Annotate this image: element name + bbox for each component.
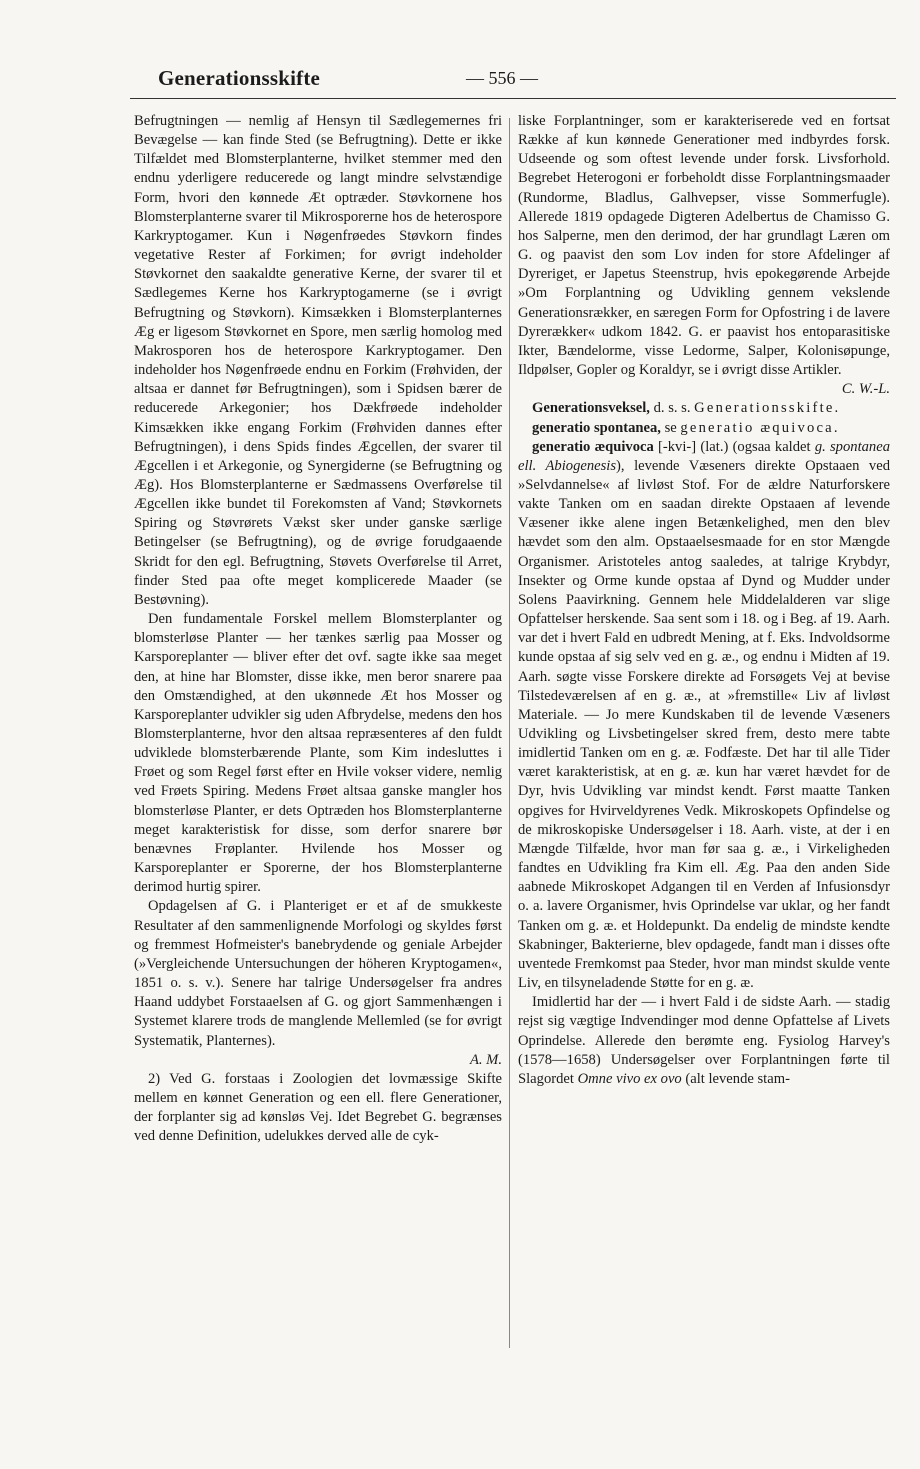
column-divider — [509, 118, 510, 1348]
left-paragraph-4: 2) Ved G. forstaas i Zoologien det lovmæssige Skifte mellem en kønnet Generation og een ell. flere Generationer, der forplanter sig ad kønsløs Vej. Idet Begrebet G. begrænses ved denne Definition, udelukkes derved alle de cyk- — [134, 1070, 502, 1145]
entry-headword: generatio spontanea, — [532, 419, 661, 436]
entry-generationsveksel — [518, 399, 890, 418]
entry-headword: generatio æquivoca — [532, 438, 654, 455]
right-column — [518, 112, 890, 1089]
page-title: Generationsskifte — [158, 66, 321, 90]
latin-motto: Omne vivo ex ovo — [577, 1070, 682, 1087]
cross-reference: Generationsskifte. — [694, 400, 841, 417]
cross-reference: generatio æquivoca. — [680, 419, 840, 436]
entry-italic-synonym: g. spontanea ell. Abiogenesis — [518, 438, 890, 474]
author-signature-am: A. M. — [469, 1051, 502, 1068]
entry-generatio-spontanea — [518, 419, 890, 438]
left-paragraph-1: Befrugtningen — nemlig af Hensyn til Sædlegemernes fri Bevægelse — kan finde Sted (se Befrugtning). Dette er ikke Tilfældet med Blomsterplanterne, hvilket stemmer med den endnu yderligere reducerede og langt mindre selvstændige Form, hvori den kønnede Æt optræder. Støvkornene hos Blomsterplanterne svarer til Mikrosporerne hos de heterospore Karkryptogamer. Kun i Nøgenfrøedes Støvkorn findes vegetative Rester af Forkimen; for øvrigt indeholder Støvkornet den saakaldte generative Kerne, der svarer til et Sædlegemes Kerne hos Karkryptogamerne (se i øvrigt Befrugtning og Støvkorn). Kimsækken i Blomsterplanternes Æg er ligesom Støvkornet en Spore, men særlig homolog med Makrosporen hos de heterospore Karkryptogamer. Den indeholder hos Nøgenfrøede endnu en Forkim (Frøhviden, der altsaa er dannet før Befrugtningen), som i Spidsen bærer de reducerede Arkegonier; hos Dækfrøede indeholder Kimsækken ikke engang Forkim (Frøhviden dannes efter Befrugtningen), i dens Spids findes Ægcellen, der svarer til Ægcellen i et Arkegonie, og Synergiderne (se Befrugtning og Æg). Hos Blomsterplanterne er Sædmassens Overførelse til Ægcellen ikke bundet til Forekomsten af Vand; Støvkornets Spiring og Støvrørets Vækst sker under ganske særlige Betingelser (se Befrugtning), og de øvrige forudgaaende Skridt for den egl. Befrugtning, Støvets Overførelse til Arret, finder Sted paa ofte meget komplicerede Maader (se Bestøvning). — [134, 113, 502, 608]
entry-text: [-kvi-] (lat.) (ogsaa kaldet — [653, 438, 815, 455]
entry-generatio-aequivoca — [518, 438, 890, 994]
entry-text: se — [660, 419, 681, 436]
right-paragraph-1: liske Forplantninger, som er karakteriserede ved en fortsat Række af kun kønnede Generationer med indbyrdes forsk. Udseende og som oftest levende under forsk. Livsforhold. Begrebet Heterogoni er forbeholdt disse Forplantningsmaader (Rundorme, Bladlus, Galhvepser, visse Sommerfugle). Allerede 1819 opdagede Digteren Adelbertus de Chamisso G. hos Salperne, men den derimod, der har grundlagt Læren om G. og paavist den som Lov inden for store Afdelinger af Dyreriget, er Japetus Steenstrup, hvis epokegørende Arbejde »Om Forplantning og Udvikling gennem vekslende Generationsrækker, en særegen Form for Opfostring i de lavere Dyrerækker« udkom 1842. G. er paavist hos entoparasitiske Ikter, Bændelorme, visse Ledorme, Salper, Kolonisøpunge, Ildpølser, Gopler og Koraldyr, se i øvrigt disse Artikler. — [518, 113, 890, 379]
left-column — [134, 112, 502, 1146]
paragraph-text-end: (alt levende stam- — [681, 1070, 790, 1087]
left-paragraph-2: Den fundamentale Forskel mellem Blomsterplanter og blomsterløse Planter — her tænkes særlig paa Mosser og Karsporeplanter — bliver efter det ovf. sagte ikke saa meget den, at hine har Blomster, disse ikke, men beror snarere paa den Omstændighed, at den ukønnede Æt hos Mosser og Karsporeplanter udvikler sig uden Afbrydelse, medens den hos Blomsterplanterne, hvor den altsaa repræsenteres af den fuldt udviklede blomsterbærende Plante, som Kim indesluttes i Frøet og som Regel først efter en Hvile vokser videre, nemlig ved Frøets Spiring. Medens Frøet altsaa ganske mangler hos blomsterløse Planter, er dets Optræden hos Blomsterplanterne meget karakteristisk for disse, som derfor snarere bør benævnes Frøplanter. Hvilende hos Mosser og Karsporeplanter er Sporerne, der hos Blomsterplanterne derimod hurtig spirer. — [134, 611, 502, 896]
left-paragraph-3: Opdagelsen af G. i Planteriget er et af de smukkeste Resultater af den sammenlignende Morfologi og skyldes først og fremmest Hofmeister's banebrydende og geniale Arbejder (»Vergleichende Untersuchungen der höheren Kryptogamen«, 1851 o. s. v.). Senere har talrige Undersøgelser fra andres Haand uddybet Forstaaelsen af G. og gjort Sammenhængen i Systemet klarere trods de manglende Mellemled (se for øvrigt Systematik, Planternes). — [134, 898, 502, 1049]
right-paragraph-2 — [518, 993, 890, 1089]
page-number: — 556 — — [466, 68, 538, 88]
author-signature-cwl: C. W.-L. — [841, 381, 890, 398]
page-header — [130, 62, 890, 98]
entry-text: d. s. s. — [649, 400, 695, 417]
paragraph-text: Imidlertid har der — i hvert Fald i de sidste Aarh. — stadig rejst sig vægtige Indvendinger mod denne Opfattelse af Livets Oprindelse. Allerede den berømte eng. Fysiolog Harvey's (1578—1658) Undersøgelser over Forplantningen førte til Slagordet — [518, 994, 890, 1087]
header-rule — [130, 98, 896, 99]
entry-body: ), levende Væseners direkte Opstaaen ved »Selvdannelse« af livløst Stof. For de ældre Naturforskere vakte Tanken om en saadan direkte Opstaaen af levende Væsener ikke alene ingen Betænkelighed, men den blev hævdet som den alm. Opstaaelsesmaade for en stor Mængde Organismer. Aristoteles antog saaledes, at talrige Krybdyr, Insekter og Orme kunde opstaa af Dynd og Mudder under Solens Paavirkning. Gennem hele Middelalderen var slige Opfattelser herskende. Saa sent som i 18. og i Beg. af 19. Aarh. var det i hvert Fald en udbredt Mening, at f. Eks. Indvoldsorme kunde opstaa af sig selv ved en g. æ., og endnu i Midten af 19. Aarh. søgte visse Forskere direkte ad Forsøgets Vej at bevise Tilstedeværelsen af en g. æ., at »fremstille« Liv af livløst Materiale. — Jo mere Kundskaben til de levende Væseners Udvikling og Livsbetingelser skred frem, desto mere tabte imidlertid Tanken om en g. æ. Fodfæste. Det har til alle Tider været karakteristisk, at en g. æ. kun har været hævdet for de Dyr, hvis Udvikling var mindst kendt. Først maatte Tanken opgives for Hvirveldyrenes Vedk. Mikroskopets Opfindelse og de mikroskopiske Undersøgelser i 18. Aarh. viste, at der i en Mængde Tilfælde, hvor man før saa g. æ., i Virkeligheden fandtes en Udvikling fra Kim ell. Æg. Paa den anden Side aabnede Mikroskopet Adgangen til en Verden af Infusionsdyr o. a. lavere Organismer, hvis Oprindelse var uklar, og her fandt Tanken om g. æ. et Holdepunkt. Da endelig de mindste kendte Skabninger, Bakterierne, blev opdagede, fandt man i disses ofte uventede Fremkomst paa Steder, hvor man mindst skulde vente Liv, en tilsyneladende Støtte for en g. æ. — [518, 457, 890, 992]
entry-headword: Generationsveksel, — [532, 400, 650, 417]
